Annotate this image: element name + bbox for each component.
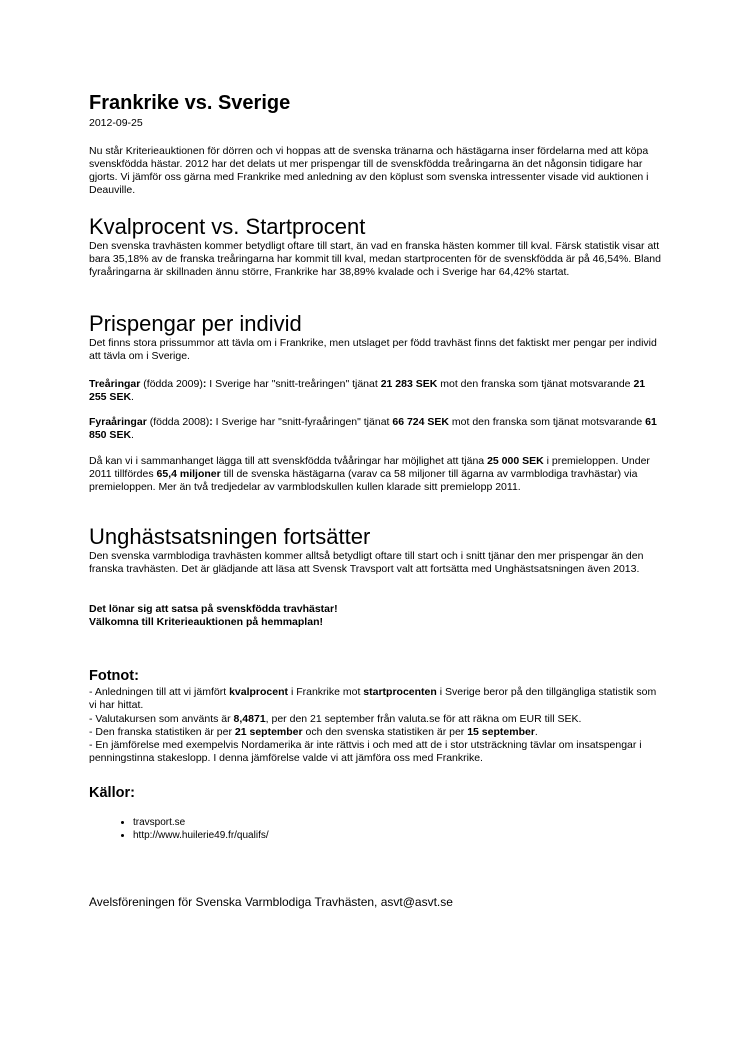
source-link-travsport[interactable]: • travsport.se: [133, 816, 269, 829]
premielopp-paragraph: Då kan vi i sammanhanget lägga till att svenskfödda tvååringar har möjlighet att tjäna 25 000 SEK i premieloppen. Under 2011 tillfördes 65,4 miljoner till de svenska hästägarna (varav ca 58 miljoner till ägarna av varmblodiga travhästar) via premieloppen. Mer än två tredjedelar av varmblodskullen kullen klarade sitt premielopp 2011.: [89, 455, 650, 493]
kvalprocent-paragraph: Den svenska travhästen kommer betydligt oftare till start, än vad en franska hästen kommer till kval. Färsk statistik visar att bara 35,18% av de franska treåringarna har kommit till kval, medan startprocenten för de svenskfödda är på 46,54%. Bland fyraåringarna är skillnaden ännu större, Frankrike har 38,89% kvalade och i Sverige har 64,42% startat.: [89, 240, 661, 278]
call-to-action: [89, 603, 661, 629]
footnote-heading: Fotnot:: [89, 668, 139, 684]
fyraaringar-paragraph: Fyraåringar (födda 2008): I Sverige har "snitt-fyraåringen" tjänat 66 724 SEK mot den franska som tjänat motsvarande 61 850 SEK.: [89, 416, 657, 441]
sources-heading: Källor:: [89, 785, 135, 801]
page-title: Frankrike vs. Sverige: [89, 92, 291, 114]
unghast-paragraph: Den svenska varmblodiga travhästen kommer alltså betydligt oftare till start och i snitt tjänar den mer prispengar än den franska travhästen. Det är glädjande att läsa att Svensk Travsport valt att fortsätta med Unghästsatsningen även 2013.: [89, 550, 644, 575]
footnote-line-4: - En jämförelse med exempelvis Nordamerika är inte rättvis i och med att de i stor utsträckning tävlar om insatspengar i penningstinna stakeslopp. I denna jämförelse valde vi att jämföra oss med Frankrike.: [89, 739, 642, 764]
sources-list: [89, 816, 269, 842]
source-link-huilerie[interactable]: • http://www.huilerie49.fr/qualifs/: [133, 829, 269, 842]
prispengar-paragraph: Det finns stora prissummor att tävla om i Frankrike, men utslaget per född travhäst finns det faktiskt mer pengar per individ att tävla om i Sverige.: [89, 337, 657, 362]
section-heading-unghast: Unghästsatsningen fortsätter: [89, 524, 371, 549]
cta-line-2: Välkomna till Kriterieauktionen på hemmaplan!: [89, 616, 323, 628]
footnote-line-1: - Anledningen till att vi jämfört kvalprocent i Frankrike mot startprocenten i Sverige beror på den tillgängliga statistik som vi har hittat.: [89, 686, 657, 711]
footnote-line-2: - Valutakursen som använts är 8,4871, per den 21 september från valuta.se för att räkna om EUR till SEK.: [89, 713, 582, 725]
section-heading-prispengar: Prispengar per individ: [89, 311, 302, 336]
footnote-line-3: - Den franska statistiken är per 21 september och den svenska statistiken är per 15 september.: [89, 726, 538, 738]
footer-organization: Avelsföreningen för Svenska Varmblodiga Travhästen, asvt@asvt.se: [89, 895, 453, 909]
trearingar-paragraph: Treåringar (födda 2009): I Sverige har "snitt-treåringen" tjänat 21 283 SEK mot den franska som tjänat motsvarande 21 255 SEK.: [89, 378, 646, 403]
publish-date: 2012-09-25: [89, 117, 143, 129]
cta-line-1: Det lönar sig att satsa på svenskfödda travhästar!: [89, 603, 338, 615]
section-heading-kvalprocent: Kvalprocent vs. Startprocent: [89, 214, 366, 239]
intro-paragraph: Nu står Kriterieauktionen för dörren och vi hoppas att de svenska tränarna och hästägarna inser fördelarna med att köpa svenskfödda hästar. 2012 har det delats ut mer prispengar till de svenskfödda treåringarna än det någonsin tidigare har gjorts. Vi jämför oss gärna med Frankrike med anledning av den köplust som svenska intressenter visade vid auktionen i Deauville.: [89, 145, 649, 196]
